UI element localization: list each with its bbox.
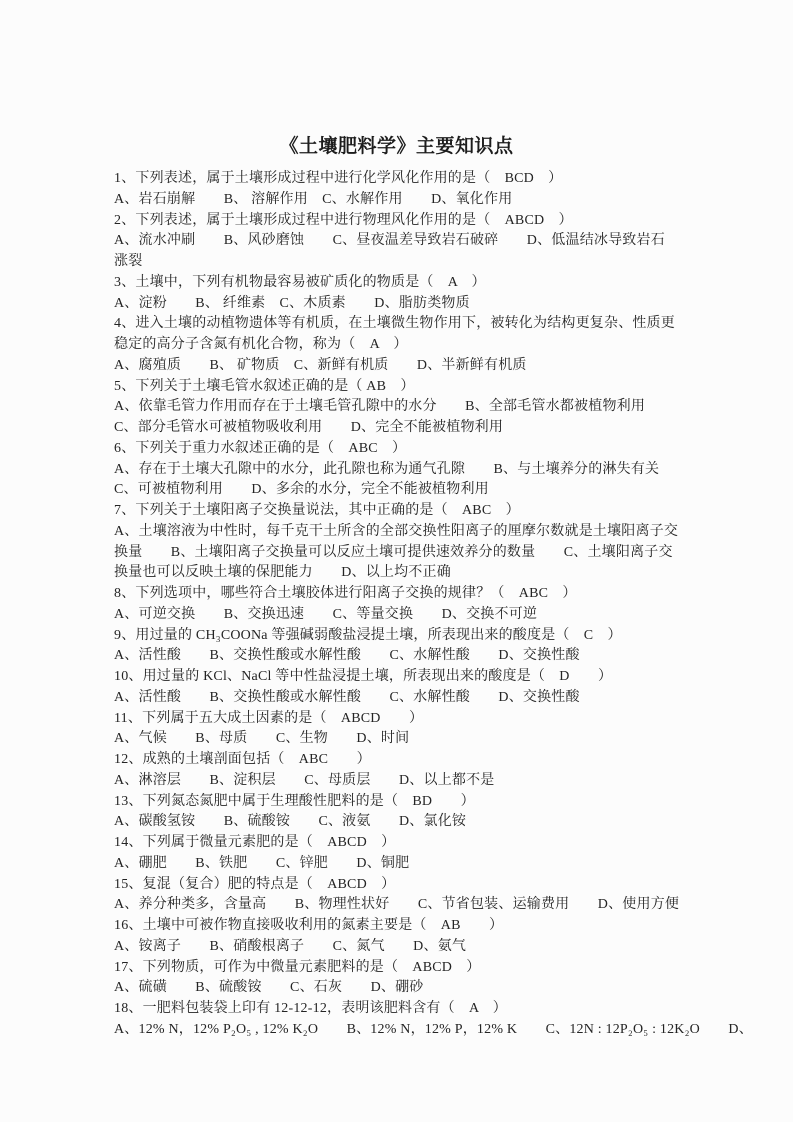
text-line: 13、下列氮态氮肥中属于生理酸性肥料的是（ BD ） <box>114 793 475 809</box>
text-line: 3、土壤中，下列有机物最容易被矿质化的物质是（ A ） <box>114 274 486 290</box>
text-line: A、流水冲刷 B、风砂磨蚀 C、昼夜温差导致岩石破碎 D、低温结冰导致岩石 <box>114 233 665 249</box>
text-line: A、淋溶层 B、淀积层 C、母质层 D、以上都不是 <box>114 772 495 788</box>
text-line: A、碳酸氢铵 B、硫酸铵 C、液氨 D、氯化铵 <box>114 814 467 830</box>
text-line: 稳定的高分子含氮有机化合物，称为（ A ） <box>114 337 408 352</box>
text-line: A、硼肥 B、铁肥 C、锌肥 D、铜肥 <box>114 855 410 871</box>
text-line: A、岩石崩解 B、 溶解作用 C、水解作用 D、氧化作用 <box>114 191 513 207</box>
text-line: 15、复混（复合）肥的特点是（ ABCD ） <box>114 876 396 892</box>
text-line: A、12% N，12% P₂O₅ , 12% K₂O B、12% N，12% P，12% K C、12N : 12P₂O₅ : 12K₂O D、 <box>114 1021 753 1037</box>
text-line: 4、进入土壤的动植物遗体等有机质，在土壤微生物作用下，被转化为结构更复杂、性质更 <box>114 316 675 332</box>
text-line: 5、下列关于土壤毛管水叙述正确的是（ AB ） <box>114 378 415 394</box>
document-body <box>114 169 753 1041</box>
text-line: A、土壤溶液为中性时，每千克干土所含的全部交换性阳离子的厘摩尔数就是土壤阳离子交 <box>114 523 679 539</box>
text-line: A、养分种类多，含量高 B、物理性状好 C、节省包装、运输费用 D、使用方便 <box>114 897 680 913</box>
text-line: A、存在于土壤大孔隙中的水分，此孔隙也称为通气孔隙 B、与土壤养分的淋失有关 <box>114 461 660 477</box>
text-line: 17、下列物质，可作为中微量元素肥料的是（ ABCD ） <box>114 959 481 975</box>
text-line: 9、用过量的 CH₃COONa 等强碱弱酸盐浸提土壤，所表现出来的酸度是（ C ） <box>114 627 622 643</box>
text-line: 8、下列选项中，哪些符合土壤胶体进行阳离子交换的规律？（ ABC ） <box>114 586 577 601</box>
text-line: 涨裂 <box>114 254 143 269</box>
text-line: A、淀粉 B、 纤维素 C、木质素 D、脂肪类物质 <box>114 295 470 311</box>
text-line: 换量 B、土壤阳离子交换量可以反应土壤可提供速效养分的数量 C、土壤阳离子交 <box>114 544 673 560</box>
text-line: A、依靠毛管力作用而存在于土壤毛管孔隙中的水分 B、全部毛管水都被植物利用 <box>114 399 646 415</box>
text-line: A、活性酸 B、交换性酸或水解性酸 C、水解性酸 D、交换性酸 <box>114 648 580 664</box>
text-line: 7、下列关于土壤阳离子交换量说法，其中正确的是（ ABC ） <box>114 503 520 518</box>
text-line: 2、下列表述，属于土壤形成过程中进行物理风化作用的是（ ABCD ） <box>114 212 573 228</box>
text-line: 18、一肥料包装袋上印有 12-12-12，表明该肥料含有（ A ） <box>114 1001 507 1016</box>
text-line: A、腐殖质 B、 矿物质 C、新鲜有机质 D、半新鲜有机质 <box>114 357 527 373</box>
text-line: 14、下列属于微量元素肥的是（ ABCD ） <box>114 835 396 850</box>
text-line: 16、土壤中可被作物直接吸收利用的氮素主要是（ AB ） <box>114 918 504 933</box>
text-line: 1、下列表述，属于土壤形成过程中进行化学风化作用的是（ BCD ） <box>114 171 563 186</box>
text-line: C、可被植物利用 D、多余的水分，完全不能被植物利用 <box>114 482 489 498</box>
text-line: 6、下列关于重力水叙述正确的是（ ABC ） <box>114 440 407 456</box>
text-line: A、铵离子 B、硝酸根离子 C、氮气 D、氨气 <box>114 938 467 954</box>
text-line: 12、成熟的土壤剖面包括（ ABC ） <box>114 752 371 767</box>
text-line: 11、下列属于五大成土因素的是（ ABCD ） <box>114 710 424 726</box>
text-line: A、可逆交换 B、交换迅速 C、等量交换 D、交换不可逆 <box>114 606 538 622</box>
text-line: A、活性酸 B、交换性酸或水解性酸 C、水解性酸 D、交换性酸 <box>114 689 580 705</box>
text-line: 换量也可以反映土壤的保肥能力 D、以上均不正确 <box>114 565 451 581</box>
text-line: A、气候 B、母质 C、生物 D、时间 <box>114 731 410 747</box>
text-line: C、部分毛管水可被植物吸收利用 D、完全不能被植物利用 <box>114 420 504 435</box>
text-line: 10、用过量的 KCl、NaCl 等中性盐浸提土壤，所表现出来的酸度是（ D ） <box>114 669 613 684</box>
document-title: 《土壤肥料学》主要知识点 <box>279 136 514 157</box>
text-line: A、硫磺 B、硫酸铵 C、石灰 D、硼砂 <box>114 980 424 996</box>
